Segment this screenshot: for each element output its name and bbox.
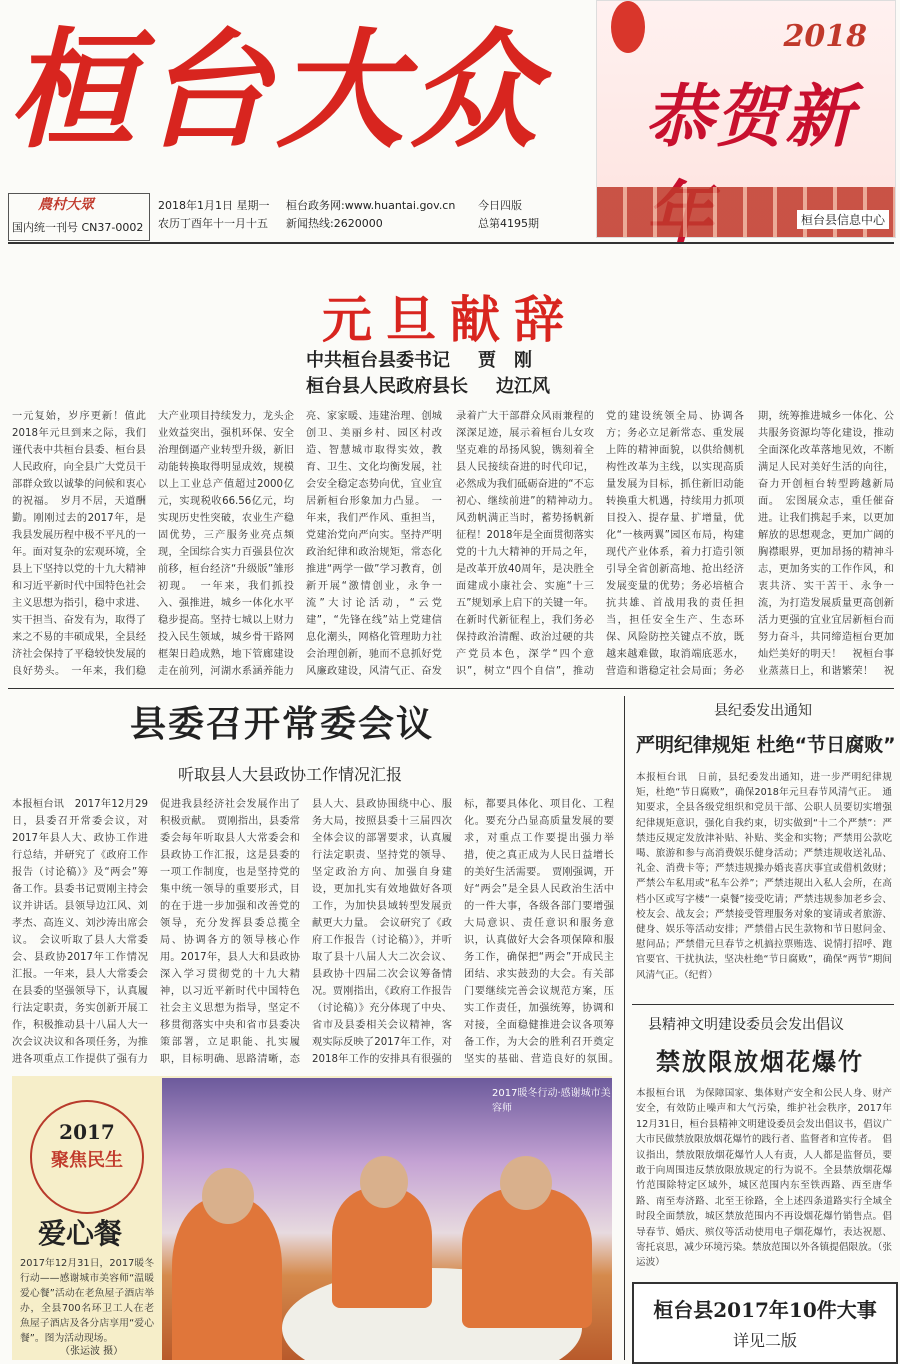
side-rule (632, 1004, 894, 1005)
stamp-label: 聚焦民生 (51, 1150, 123, 1171)
feature-title: 爱心餐 (38, 1217, 123, 1250)
photo-worker-head (202, 1168, 254, 1224)
new-year-ad (596, 0, 896, 238)
serial-number: 国内统一刊号 CN37-0002 (12, 221, 144, 234)
lunar-date: 农历丁酉年十一月十五 (158, 217, 268, 230)
lead-column: 录着广大干部群众风雨兼程的深深足迹，展示着桓台儿女攻坚克难的昂扬风貌，镌刻着全县人民接续奋进的时代印记，必然成为我们砥砺奋进的“不忘初心、继续前进”的精神动力。 风劲帆满正当时，蓄势扬帆新征程！2018年是全面贯彻落实党的十九大精神的开局之年，是改革开放40周年，是决胜全面建成小康社会、实施“十三五”规划承上启下的关键一年。在新时代新征程上，我们务必保持政治清醒、政治过硬的共产党员本色，深学“四个意识”，树立“四个自信”，推动 (456, 411, 594, 677)
lead-column: 一元复始，岁序更新！值此2018年元旦到来之际，我们谨代表中共桓台县委、桓台县人民政府，向全县广大党员干部群众致以诚挚的问候和衷心的祝福。 岁月不居，天道酬勤。刚刚过去的2017年，是我县发展历程中极不平凡的一年。面对复杂的宏观环境，全县上下坚持以党的十九大精神和习近平新时代中国特色社会主义思想为指引，稳中求进、实干担当、奋发有为，取得了来之不易的丰硕成果，全县经济社会保持了平稳较快发展的良好势头。 一年来，我们稳 (12, 411, 146, 677)
ad-year: 2018 (783, 19, 867, 54)
page-count: 今日四版 (478, 199, 522, 212)
lantern-icon (611, 1, 645, 53)
ad-greeting: 恭贺新 (645, 77, 856, 157)
sub-logo: 農村大眾 (38, 197, 94, 213)
side1-headline: 严明纪律规矩 杜绝“节日腐败” (636, 734, 896, 756)
ad-sponsor: 桓台县信息中心 (797, 210, 889, 229)
lead-column: 期，统筹推进城乡一体化、公共服务资源均等化建设，推动全面深化改革落地见效，不断满足人民对美好生活的向往，奋力开创桓台转型跨越新局面。 宏图展众志，重任催奋进。让我们携起手来，以更加解放的思想观念，更加广阔的胸襟眼界，更加昂扬的精神斗志，更加务实的工作作风，和衷共济、实干苦干、永争一流，为打造发展质量更高创新活力更强的宜业宜居新桓台而努力奋斗，共同缔造桓台更加灿烂美好的明天！ 祝桓台事业蒸蒸日上，和谐繁荣！ 祝 (758, 411, 894, 677)
byline-name-2: 边江风 (496, 376, 550, 397)
promo-sub: 详见二版 (732, 1331, 797, 1350)
issue-date: 2018年1月1日 星期一 (158, 199, 270, 212)
byline-org-2: 桓台县人民政府县长 (306, 376, 468, 397)
story2-headline: 县委召开常委会议 (130, 704, 435, 745)
story2-column: 县人大、县政协围绕中心、服务大局，按照县委十三届四次全体会议的部署要求，认真履行法定职责、坚持党的领导、坚定政治方向、加强自身建设，更加扎实有效地做好各项工作，为加快县域转型发展贡献更大力量。 会议研究了《政府工作报告（讨论稿）》，并听取了县十八届人大二次会议、县政协十四届二次会议筹备情况。贾刚指出，《政府工作报告（讨论稿）》充分体现了中央、省市及县委相关会议精神，客观实际反映了2017年工作，对2018年工作的安排具有很强的 (312, 799, 452, 1065)
story2-column: 标，都要具体化、项目化、工程化。要充分凸显高质量发展的要求，对重点工作要提出强力举措，使之真正成为人民日益增长的美好生活需要。 贾刚强调，开好“两会”是全县人民政治生活中的一件大事，各级各部门要增强大局意识、责任意识和服务意识，认真做好大会各项保障和服务工作，确保把“两会”开成民主团结、求实鼓劲的大会。有关部门要继续完善会议规范方案，压实工作责任，加强统筹，协调和对接，全面稳健推进会议各项筹备工作，为大会的胜利召开奠定坚实的基础、营造良好的氛围。 (464, 799, 614, 1065)
lead-byline (306, 348, 550, 400)
stamp-year: 2017 (59, 1120, 115, 1144)
side2-headline: 禁放限放烟花爆竹 (656, 1048, 864, 1076)
hotline: 新闻热线:2620000 (286, 217, 383, 230)
lead-column: 大产业项目持续发力，龙头企业效益突出，强机环保、安全治理倒逼产业转型升级，新旧动能转换取得明显成效，规模以上工业总产值超过2000亿元，实现税收66.56亿元，均实现历史性突破，农业生产稳固优势，三产服务业亮点频现，全国综合实力百强县位次前移，桓台经济“升级版”雏形初现。 一年来，我们抓投入、强推进，城乡一体化水平稳步提高。坚持七城以上财力投入民生领域，城乡骨干路网框架日趋成熟，地下管廊建设走在前列，河湖水系涵养能力 (158, 411, 294, 677)
photo-worker-head (500, 1156, 552, 1210)
section-rule (8, 688, 894, 689)
lead-headline: 元旦献辞 (322, 290, 578, 349)
top-rule (8, 242, 894, 244)
info-bar (8, 193, 588, 239)
lead-column: 党的建设统领全局、协调各方；务必立足新常态、重发展上阵的精神面貌，以供给侧机构性改革为主线，以实现高质量发展为目标，抓住新旧动能转换重大机遇，持续用力抓项目投入、提存量、扩增量，优化“一核两翼”园区布局，构建现代产业体系，着力打造引领引导全省创新高地、抢出经济发展变量的优势；务必培植合抗共雄、首战用我的责任担当，担任安全生产、生态环保、风险防控关键点不放，既越来越难做，取消端底恶水，营造和谐稳定社会局面；务必 (606, 411, 744, 677)
photo-banner-text: 2017暖冬行动·感谢城市美容师 (492, 1088, 611, 1114)
promo-title: 桓台县2017年10件大事 (653, 1298, 877, 1322)
story2-column: 本报桓台讯 2017年12月29日，县委召开常委会议，对2017年县人大、政协工作进行总结，并研究了《政府工作报告（讨论稿）》及“两会”筹备工作。县委书记贾刚主持会议并讲话。县领导边江风、刘孝杰、高连义、刘沙涛出席会议。 会议听取了县人大常委会、县政协2017年工作情况汇报。一年来，县人大常委会在县委的坚强领导下，认真履行法定职责，务实创新开展工作，积极推动县十八届人大一次会议决议和各项任务，为推进各项重点工作提供了强有力 (12, 799, 148, 1065)
side2-body: 本报桓台讯 为保障国家、集体财产安全和公民人身、财产安全，有效防止噪声和大气污染，维护社会秩序，2017年12月31日，桓台县精神文明建设委员会发出倡议书，倡议广大市民做禁放限放烟花爆竹的践行者、监督者和宣传者。 倡议指出，禁放限放烟花爆竹人人有责，人人都是监督员，要敢于向周围违反禁放限放规定的行为说不。全县禁放烟花爆竹范围除特定区域外，城区范围内东至铁西路、西至唐华路、南至寿济路、北至王徐路，全上述四条道路实行全域全时段全面禁放，城区禁放范围内不再设烟花爆竹销售点。倡导春节、婚庆、殡仪等活动使用电子烟花爆竹，表达祝愿、寄托哀思，减少环境污染。禁放范围以外各镇提倡限放。（张运波） (636, 1088, 892, 1269)
issue-number: 总第4195期 (478, 217, 539, 230)
side1-body: 本报桓台讯 日前，县纪委发出通知，进一步严明纪律规矩，杜绝“节日腐败”，确保2018年元旦春节风清气正。 通知要求，全县各级党组织和党员干部、公职人员要切实增强纪律规矩意识，强化自我约束，切实做到“十二个严禁”：严禁违反规定发放津补贴、补贴、奖金和实物；严禁用公款吃喝、旅游和参与高消费娱乐健身活动；严禁违规收送礼品、礼金、消费卡等；严禁违规操办婚丧喜庆事宜或借机敛财；严禁公车私用或“私车公养”；严禁违规出入私人会所，在高档小区或写字楼“一桌餐”接受吃请；严禁违规参加老乡会、校友会、战友会；严禁接受管理服务对象的宴请或者旅游、健身、娱乐等活动安排；严禁借占民生款物和节日慰问金、慰问品；严禁借元旦春节之机搞拉票贿选、说情打招呼、跑官要官、干扰执法，坚决杜绝“节日腐败”，确保“两节”期间风清气正。（纪哲） (636, 772, 892, 981)
feature-stamp (30, 1100, 144, 1214)
side2-kicker: 县精神文明建设委员会发出倡议 (648, 1017, 844, 1033)
feature-credit: （张运波 摄） (60, 1346, 124, 1357)
photo-worker-head (360, 1156, 408, 1208)
masthead-title: 桓台大众 (8, 16, 545, 166)
lead-column: 亮、家家暖、违建治理、创城创卫、美丽乡村、园区村改造、智慧城市取得实效，教育、卫生、文化均衡发展，社会安全稳定态势向优，宜业宜居新桓台形象加力凸显。 一年来，我们严作风、重担当，党建治党向严向实。坚持严明政治纪律和政治规矩，常态化推进“两学一做”学习教育，创新开展“激情创业，永争一流”大讨论活动，“云党建”，“先锋在线”站上党建信息化潮头，网格化管理助力社会治理创新，驰而不息抓好党风廉政建设，风清气正、奋发 (306, 411, 442, 677)
byline-org-1: 中共桓台县委书记 (306, 350, 450, 371)
side1-kicker: 县纪委发出通知 (714, 703, 812, 719)
story2-subtitle: 听取县人大县政协工作情况汇报 (178, 765, 403, 784)
byline-name-1: 贾 刚 (478, 350, 532, 371)
promo-box (632, 1282, 898, 1364)
feature-caption: 2017年12月31日，2017暖冬行动——感谢城市美容师“温暖爱心餐”活动在老魚屋子酒店举办，全县700名环卫工人在老魚屋子酒店及各分店享用“爱心餐”。图为活动现场。 (20, 1258, 154, 1344)
column-divider (624, 696, 625, 1360)
feature-photo (162, 1078, 612, 1360)
story2-column: 促进我县经济社会发展作出了积极贡献。 贾刚指出，县委常委会每年听取县人大常委会和县政协工作汇报，这是县委的一项工作制度，也是坚持党的集中统一领导的重要形式，目的在于进一步加强和改善党的领导，充分发挥县委总揽全局、协调各方的领导核心作用。2017年，县人大和县政协深入学习贯彻党的十九大精神，以习近平新时代中国特色社会主义思想为指导，坚定不移贯彻落实中央和省市县委决策部署，立足职能、扎实履职，目标明确、思路清晰，态 (160, 799, 300, 1065)
website: 桓台政务网:www.huantai.gov.cn (286, 199, 456, 212)
